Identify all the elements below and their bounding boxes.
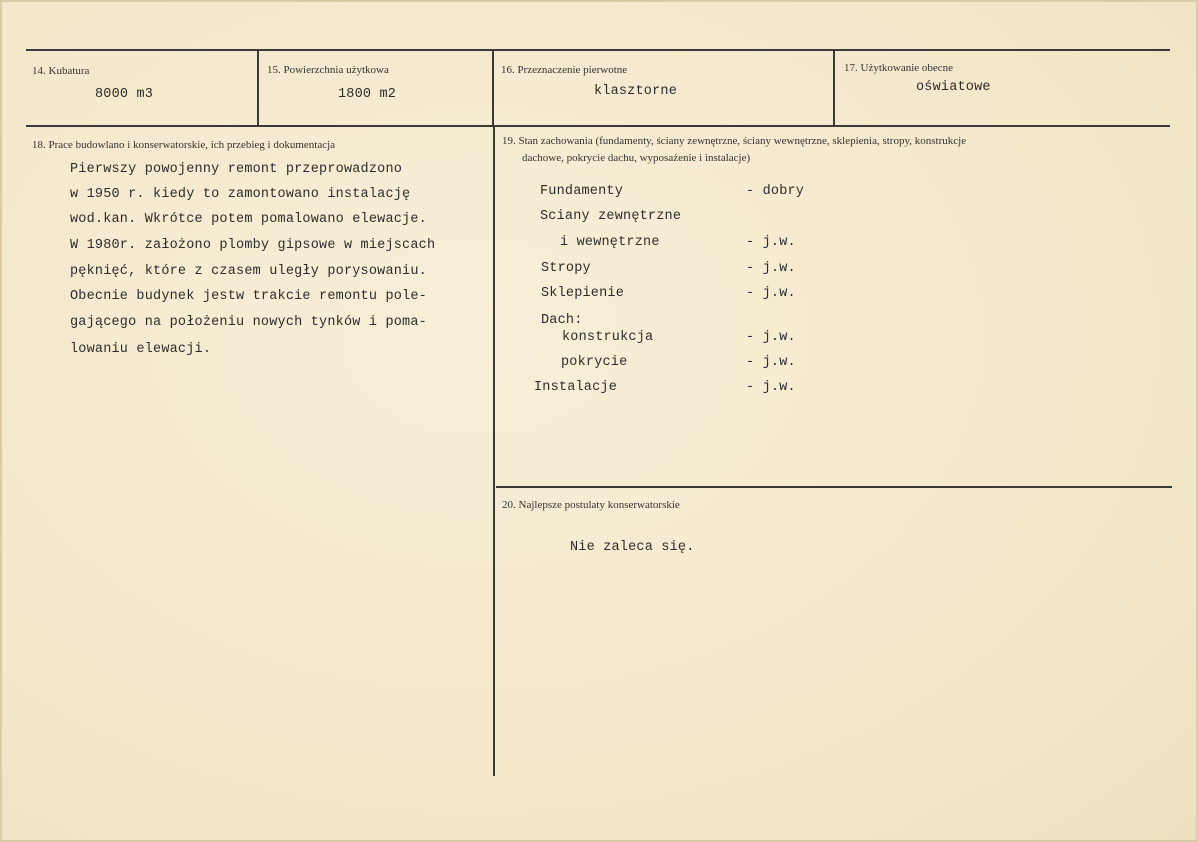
condition-row [530,330,830,350]
field-20-label: 20. Najlepsze postulaty konserwatorskie [502,499,680,511]
field-18-line: W 1980r. założono plomby gipsowe w miejscach [70,238,436,253]
divider-16-17 [833,50,835,126]
condition-value: - j.w. [746,235,796,250]
condition-name: pokrycie [561,355,628,370]
field-18-label: 18. Prace budowlano i konserwatorskie, ich przebieg i dokumentacja [32,139,336,151]
middle-rule [26,125,1170,127]
field-18-line: lowaniu elewacji. [70,342,212,357]
condition-table [530,184,850,404]
field-20-value: Nie zaleca się. [570,540,695,555]
field-17-label: 17. Użytkowanie obecne [844,62,954,74]
condition-value: - j.w. [746,355,796,370]
condition-row [530,286,830,306]
condition-value: - j.w. [746,286,796,301]
condition-value: - j.w. [746,380,796,395]
field-18-line: gającego na położeniu nowych tynków i poma- [70,315,427,330]
condition-row [530,209,830,229]
condition-name: Dach: [541,313,583,328]
top-rule [26,49,1170,51]
field-18-text [70,162,485,372]
field-16-label: 16. Przeznaczenie pierwotne [501,64,628,76]
divider-14-15 [257,50,259,126]
condition-name: Instalacje [534,380,618,395]
condition-name: Sciany zewnętrzne [540,209,682,224]
condition-row [530,184,830,204]
field-18-line: Obecnie budynek jestw trakcie remontu pole- [70,289,427,304]
field-18-line: Pierwszy powojenny remont przeprowadzono [70,162,403,177]
condition-row [530,355,830,375]
condition-row [530,380,830,400]
field-14-value: 8000 m3 [95,87,154,102]
field-18-line: w 1950 r. kiedy to zamontowano instalację [70,187,411,202]
field-17-value: oświatowe [916,80,991,95]
condition-name: Fundamenty [540,184,624,199]
field-14-label: 14. Kubatura [32,65,90,77]
field-15-value: 1800 m2 [338,87,397,102]
condition-row [530,261,830,281]
main-column-divider [493,126,495,776]
field-16-value: klasztorne [594,84,678,99]
field-18-line: wod.kan. Wkrótce potem pomalowano elewacje. [70,212,427,227]
divider-15-16 [492,50,494,126]
condition-value: - j.w. [746,261,796,276]
field-18-line: pęknięć, które z czasem uległy porysowaniu. [70,264,427,279]
condition-row [530,235,830,255]
field-19-label-line2: dachowe, pokrycie dachu, wyposażenie i instalacje) [522,152,751,164]
field-15-label: 15. Powierzchnia użytkowa [267,64,389,76]
field-19-label-line1: 19. Stan zachowania (fundamenty, ściany zewnętrzne, ściany wewnętrzne, sklepienia, stropy, konstrukcje [502,135,967,147]
condition-name: konstrukcja [562,330,654,345]
section-20-rule [496,486,1172,488]
condition-name: Sklepienie [541,286,625,301]
condition-name: Stropy [541,261,591,276]
condition-value: - dobry [746,184,805,199]
condition-name: i wewnętrzne [560,235,660,250]
condition-value: - j.w. [746,330,796,345]
